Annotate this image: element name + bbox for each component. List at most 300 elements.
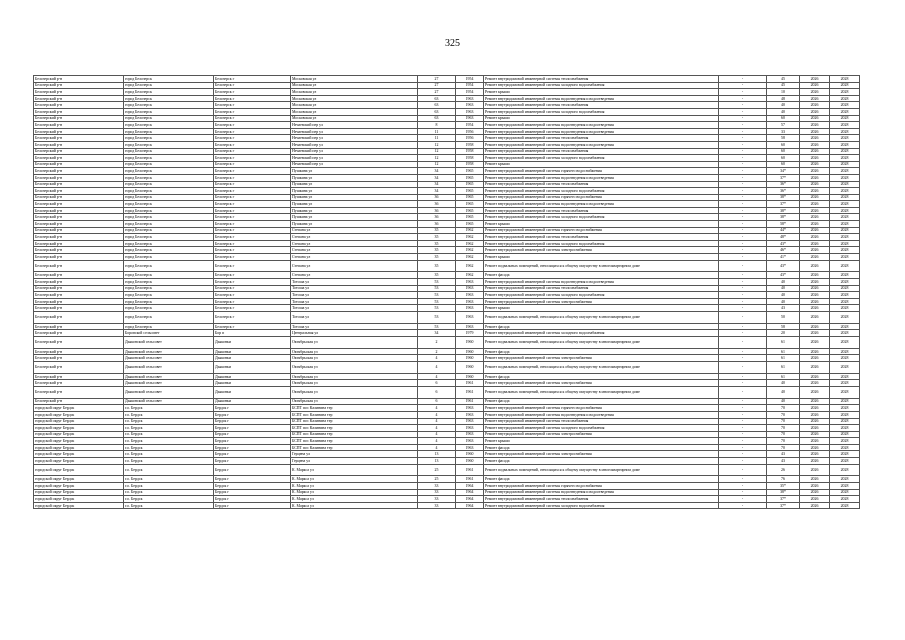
table-cell: Степана ул — [291, 254, 418, 261]
table-cell: - — [719, 361, 767, 373]
table-cell: 2026 — [800, 373, 830, 380]
table-cell: 34* — [767, 168, 800, 175]
table-cell: 2026 — [800, 418, 830, 425]
table-cell: 38* — [767, 489, 800, 496]
table-cell: 60 — [767, 155, 800, 162]
table-row — [34, 128, 860, 135]
table-cell: Ремонт внутридомовой инженерной системы теплоснабжения — [484, 285, 719, 292]
table-cell: 1963 — [456, 438, 484, 445]
table-row — [34, 115, 860, 122]
table-row — [34, 76, 860, 83]
table-cell: - — [719, 76, 767, 83]
table-cell: Дьяконский сельсовет — [124, 348, 214, 355]
table-cell: 12 — [418, 155, 456, 162]
table-cell: 1965 — [456, 201, 484, 208]
table-cell: 1963 — [456, 285, 484, 292]
table-cell: 1964 — [456, 502, 484, 509]
table-cell: 35 — [418, 234, 456, 241]
table-cell: Октябрьская ул — [291, 348, 418, 355]
table-cell: 40 — [767, 292, 800, 299]
table-cell: 43 — [767, 305, 800, 312]
table-cell: 2028 — [830, 168, 860, 175]
table-cell: Октябрьская ул — [291, 355, 418, 362]
table-cell: 40 — [767, 285, 800, 292]
table-cell: К. Маркса ул — [291, 496, 418, 503]
table-cell: 2028 — [830, 431, 860, 438]
table-cell: Бердск г — [214, 444, 291, 451]
table-cell: К. Маркса ул — [291, 489, 418, 496]
table-cell: 1964 — [456, 483, 484, 490]
table-cell: город Белозерск — [124, 227, 214, 234]
table-cell: Дьяконки — [214, 361, 291, 373]
table-cell: город Белозерск — [124, 240, 214, 247]
table-cell: Ремонт внутридомовой инженерной системы холодного водоснабжения — [484, 425, 719, 432]
table-cell: Бердск г — [214, 425, 291, 432]
table-cell: - — [719, 240, 767, 247]
table-cell: 2026 — [800, 444, 830, 451]
table-cell: 2028 — [830, 279, 860, 286]
table-cell: 2026 — [800, 260, 830, 272]
table-cell: 61 — [767, 355, 800, 362]
table-cell: 2026 — [800, 82, 830, 89]
table-cell: 61 — [767, 336, 800, 348]
table-cell: Ремонт фасада — [484, 323, 719, 330]
table-cell: 36 — [418, 207, 456, 214]
table-cell: Пушкина ул — [291, 181, 418, 188]
table-cell: 2026 — [800, 398, 830, 405]
table-cell: Белозерский р-н — [34, 174, 124, 181]
table-cell: 2028 — [830, 188, 860, 195]
table-cell: - — [719, 95, 767, 102]
table-cell: 2028 — [830, 247, 860, 254]
table-cell: 38* — [767, 207, 800, 214]
table-row — [34, 431, 860, 438]
table-cell: 1960 — [456, 348, 484, 355]
table-cell: 53 — [418, 292, 456, 299]
table-cell: Белозерский р-н — [34, 188, 124, 195]
table-cell: 1961 — [456, 398, 484, 405]
table-cell: Белозерский р-н — [34, 380, 124, 387]
table-cell: 2028 — [830, 476, 860, 483]
table-cell: 1965 — [456, 221, 484, 228]
table-cell: 2026 — [800, 411, 830, 418]
table-cell: город Белозерск — [124, 89, 214, 96]
table-cell: 1954 — [456, 82, 484, 89]
table-cell: 2026 — [800, 234, 830, 241]
table-row — [34, 451, 860, 458]
table-cell: Бердск г — [214, 438, 291, 445]
table-cell: 43* — [767, 272, 800, 279]
table-cell: - — [719, 418, 767, 425]
table-cell: - — [719, 398, 767, 405]
table-cell: Бердск г — [214, 458, 291, 465]
table-cell: г.о. Бердск — [124, 425, 214, 432]
table-cell: Белозерский р-н — [34, 330, 124, 337]
table-cell: 1962 — [456, 254, 484, 261]
table-cell: Бердск г — [214, 411, 291, 418]
table-cell: город Белозерск — [124, 128, 214, 135]
table-cell: 40 — [767, 298, 800, 305]
table-cell: город Белозерск — [124, 221, 214, 228]
table-cell: Ремонт крыши — [484, 89, 719, 96]
table-cell: город Белозерск — [124, 122, 214, 129]
table-cell: - — [719, 279, 767, 286]
table-row — [34, 348, 860, 355]
table-cell: Белозерск г — [214, 168, 291, 175]
table-cell: 58 — [767, 135, 800, 142]
table-row — [34, 361, 860, 373]
table-cell: Ремонт внутридомовой инженерной системы водоотведения и водоотведения — [484, 174, 719, 181]
table-cell: 1964 — [456, 496, 484, 503]
table-cell: 2028 — [830, 305, 860, 312]
table-cell: Ремонт внутридомовой инженерной системы водоотведения и водоотведения — [484, 122, 719, 129]
table-cell: 1963 — [456, 425, 484, 432]
table-cell: Бердск г — [214, 431, 291, 438]
table-cell: 53 — [418, 285, 456, 292]
table-cell: - — [719, 181, 767, 188]
table-cell: - — [719, 451, 767, 458]
table-cell: 2026 — [800, 227, 830, 234]
table-cell: Ремонт фасада — [484, 373, 719, 380]
table-cell: 2026 — [800, 348, 830, 355]
table-cell: 70 — [767, 425, 800, 432]
table-cell: Ремонт фасада — [484, 272, 719, 279]
table-cell: 1962 — [456, 240, 484, 247]
table-cell: Ремонт внутридомовой инженерной системы холодного водоснабжения — [484, 108, 719, 115]
table-cell: 26 — [767, 464, 800, 476]
table-cell: городской округ Бердск — [34, 444, 124, 451]
table-cell: Пушкина ул — [291, 188, 418, 195]
table-cell: 2028 — [830, 451, 860, 458]
table-cell: Нечаевский пер ул — [291, 135, 418, 142]
table-cell: 36* — [767, 181, 800, 188]
table-cell: 1960 — [456, 451, 484, 458]
table-cell: город Белозерск — [124, 298, 214, 305]
table-row — [34, 285, 860, 292]
table-cell: - — [719, 431, 767, 438]
table-row — [34, 386, 860, 398]
table-row — [34, 298, 860, 305]
table-row — [34, 411, 860, 418]
table-cell: Московская ул — [291, 115, 418, 122]
table-cell: 40 — [767, 386, 800, 398]
table-cell: Нечаевский пер ул — [291, 155, 418, 162]
table-cell: - — [719, 214, 767, 221]
table-cell: 2 — [418, 336, 456, 348]
table-cell: 2028 — [830, 398, 860, 405]
table-cell: 1960 — [456, 355, 484, 362]
table-cell: Белозерский р-н — [34, 102, 124, 109]
table-cell: Ремонт внутридомовой инженерной системы водоотведения и водоотведения — [484, 279, 719, 286]
table-cell: БСПТ пос Калинина тер — [291, 411, 418, 418]
table-cell: 33 — [418, 502, 456, 509]
page-number: 325 — [445, 38, 460, 49]
table-cell: 46* — [767, 247, 800, 254]
table-cell: Ремонт внутридомовой инженерной системы водоотведения и водоотведения — [484, 411, 719, 418]
table-cell: 2026 — [800, 458, 830, 465]
table-cell: 2026 — [800, 221, 830, 228]
table-cell: Бердск г — [214, 476, 291, 483]
table-cell: город Белозерск — [124, 188, 214, 195]
table-cell: 2028 — [830, 458, 860, 465]
table-cell: городской округ Бердск — [34, 458, 124, 465]
table-cell: 4 — [418, 444, 456, 451]
table-cell: город Белозерск — [124, 305, 214, 312]
table-cell: 2028 — [830, 292, 860, 299]
table-cell: 1963 — [456, 279, 484, 286]
table-cell: 6 — [418, 398, 456, 405]
table-cell: Пушкина ул — [291, 168, 418, 175]
table-cell: 2028 — [830, 483, 860, 490]
table-cell: 2026 — [800, 355, 830, 362]
table-cell: 34 — [418, 330, 456, 337]
table-cell: Белозерский р-н — [34, 386, 124, 398]
table-cell: 4 — [418, 405, 456, 412]
table-cell: 2026 — [800, 128, 830, 135]
table-cell: Нечаевский пер ул — [291, 141, 418, 148]
table-cell: г.о. Бердск — [124, 438, 214, 445]
table-row — [34, 336, 860, 348]
table-cell: 1963 — [456, 108, 484, 115]
table-row — [34, 240, 860, 247]
table-cell: 2028 — [830, 76, 860, 83]
table-cell: городской округ Бердск — [34, 405, 124, 412]
table-cell: Ремонт крыши — [484, 115, 719, 122]
table-cell: 2028 — [830, 115, 860, 122]
table-cell: Степана ул — [291, 247, 418, 254]
table-cell: Белозерский р-н — [34, 95, 124, 102]
table-cell: Белозерск г — [214, 188, 291, 195]
table-cell: Ремонт внутридомовой инженерной системы теплоснабжения — [484, 102, 719, 109]
table-cell: Ремонт крыши — [484, 254, 719, 261]
table-cell: Ремонт внутридомовой инженерной системы холодного водоснабжения — [484, 188, 719, 195]
table-cell: - — [719, 135, 767, 142]
table-cell: 1961 — [456, 386, 484, 398]
table-cell: 2026 — [800, 148, 830, 155]
table-row — [34, 380, 860, 387]
table-row — [34, 260, 860, 272]
table-cell: К. Маркса ул — [291, 464, 418, 476]
table-cell: 38* — [767, 194, 800, 201]
table-cell: 33 — [418, 496, 456, 503]
table-cell: 1963 — [456, 102, 484, 109]
table-cell: Белозерск г — [214, 115, 291, 122]
table-cell: - — [719, 82, 767, 89]
table-cell: город Белозерск — [124, 194, 214, 201]
table-cell: 53 — [418, 298, 456, 305]
table-cell: Белозерский р-н — [34, 272, 124, 279]
table-cell: 1963 — [456, 431, 484, 438]
table-cell: Белозерск г — [214, 292, 291, 299]
table-cell: Белозерский р-н — [34, 292, 124, 299]
table-row — [34, 311, 860, 323]
table-row — [34, 214, 860, 221]
table-cell: - — [719, 227, 767, 234]
table-cell: 2028 — [830, 161, 860, 168]
table-cell: 43 — [767, 458, 800, 465]
table-cell: городской округ Бердск — [34, 411, 124, 418]
table-cell: 2028 — [830, 373, 860, 380]
table-cell: 35 — [418, 247, 456, 254]
table-cell: 4 — [418, 361, 456, 373]
table-cell: Степана ул — [291, 234, 418, 241]
table-cell: 4 — [418, 438, 456, 445]
table-cell: 2028 — [830, 411, 860, 418]
table-cell: городской округ Бердск — [34, 425, 124, 432]
table-cell: 2026 — [800, 323, 830, 330]
table-cell: Дьяконский сельсовет — [124, 398, 214, 405]
table-cell: Ремонт внутридомовой инженерной системы горячего водоснабжения — [484, 227, 719, 234]
table-cell: 12 — [418, 161, 456, 168]
table-cell: - — [719, 247, 767, 254]
table-cell: Белозерск г — [214, 194, 291, 201]
table-row — [34, 201, 860, 208]
table-cell: 1965 — [456, 168, 484, 175]
table-cell: 2028 — [830, 380, 860, 387]
table-cell: Белозерск г — [214, 234, 291, 241]
table-cell: 40 — [767, 108, 800, 115]
table-cell: 2026 — [800, 476, 830, 483]
table-cell: 2026 — [800, 361, 830, 373]
table-row — [34, 148, 860, 155]
table-cell: город Белозерск — [124, 292, 214, 299]
table-cell: Дьяконки — [214, 373, 291, 380]
table-cell: 1963 — [456, 115, 484, 122]
table-cell: 2026 — [800, 305, 830, 312]
table-cell: - — [719, 108, 767, 115]
table-cell: 40 — [767, 279, 800, 286]
table-cell: Ремонт внутридомовой инженерной системы горячего водоснабжения — [484, 194, 719, 201]
table-cell: 1963 — [456, 305, 484, 312]
table-cell: Дьяконский сельсовет — [124, 373, 214, 380]
table-cell: Белозерск г — [214, 240, 291, 247]
table-cell: 2026 — [800, 207, 830, 214]
table-cell: 2028 — [830, 82, 860, 89]
table-cell: Ремонт внутридомовой инженерной системы электроснабжения — [484, 431, 719, 438]
table-cell: Дьяконский сельсовет — [124, 386, 214, 398]
table-cell: Белозерск г — [214, 227, 291, 234]
table-cell: 2026 — [800, 502, 830, 509]
table-cell: Белозерск г — [214, 323, 291, 330]
table-cell: 36* — [767, 188, 800, 195]
table-cell: Тотоша ул — [291, 323, 418, 330]
table-cell: Ремонт внутридомовой инженерной системы горячего водоснабжения — [484, 168, 719, 175]
table-cell: - — [719, 496, 767, 503]
table-cell: 1962 — [456, 234, 484, 241]
table-cell: 1963 — [456, 298, 484, 305]
table-cell: Белозерский р-н — [34, 122, 124, 129]
table-cell: Октябрьская ул — [291, 373, 418, 380]
table-cell: г.о. Бердск — [124, 431, 214, 438]
table-cell: Белозерск г — [214, 141, 291, 148]
table-cell: Белозерский р-н — [34, 240, 124, 247]
table-cell: 1958 — [456, 141, 484, 148]
table-cell: Ремонт фасада — [484, 458, 719, 465]
table-cell: 4 — [418, 425, 456, 432]
table-cell: Белозерский р-н — [34, 373, 124, 380]
table-cell: 48 — [767, 95, 800, 102]
table-cell: 2026 — [800, 161, 830, 168]
table-row — [34, 464, 860, 476]
table-cell: город Белозерск — [124, 141, 214, 148]
table-cell: Октябрьская ул — [291, 380, 418, 387]
table-cell: 25 — [418, 464, 456, 476]
table-cell: 1954 — [456, 89, 484, 96]
table-cell: Ремонт внутридомовой инженерной системы электроснабжения — [484, 298, 719, 305]
table-cell: 2026 — [800, 155, 830, 162]
table-cell: город Белозерск — [124, 95, 214, 102]
table-cell: Белозерский р-н — [34, 336, 124, 348]
table-cell: - — [719, 348, 767, 355]
table-cell: 2028 — [830, 155, 860, 162]
table-cell: 2026 — [800, 240, 830, 247]
table-cell: город Белозерск — [124, 76, 214, 83]
table-cell: 43* — [767, 260, 800, 272]
table-cell: Белозерск г — [214, 201, 291, 208]
table-cell: 20 — [767, 330, 800, 337]
table-cell: - — [719, 161, 767, 168]
table-cell: Степана ул — [291, 227, 418, 234]
table-row — [34, 108, 860, 115]
table-cell: Белозерск г — [214, 122, 291, 129]
table-cell: город Белозерск — [124, 161, 214, 168]
table-row — [34, 483, 860, 490]
table-cell: БСПТ пос Калинина тер — [291, 425, 418, 432]
table-cell: Ремонт внутридомовой инженерной системы холодного водоснабжения — [484, 82, 719, 89]
table-cell: - — [719, 148, 767, 155]
table-cell: городской округ Бердск — [34, 496, 124, 503]
table-cell: Белозерский р-н — [34, 221, 124, 228]
table-row — [34, 122, 860, 129]
table-cell: 63 — [418, 115, 456, 122]
table-cell: 2026 — [800, 496, 830, 503]
table-cell: 58 — [767, 323, 800, 330]
table-row — [34, 496, 860, 503]
table-cell: 11 — [418, 135, 456, 142]
table-cell: Ремонт фасада — [484, 398, 719, 405]
table-cell: 6 — [418, 380, 456, 387]
table-cell: 76 — [767, 476, 800, 483]
table-cell: Ремонт внутридомовой инженерной системы теплоснабжения — [484, 76, 719, 83]
table-cell: Белозерский р-н — [34, 141, 124, 148]
table-row — [34, 194, 860, 201]
table-cell: город Белозерск — [124, 272, 214, 279]
table-cell: - — [719, 155, 767, 162]
table-cell: - — [719, 386, 767, 398]
table-cell: 2028 — [830, 444, 860, 451]
table-cell: Ремонт подвальных помещений, относящихся к общему имуществу в многоквартирном доме — [484, 260, 719, 272]
table-cell: 2026 — [800, 292, 830, 299]
table-cell: 37* — [767, 201, 800, 208]
table-cell: 11 — [418, 128, 456, 135]
table-cell: Белозерск г — [214, 161, 291, 168]
table-cell: городской округ Бердск — [34, 489, 124, 496]
table-cell: Белозерский р-н — [34, 234, 124, 241]
table-cell: 2028 — [830, 234, 860, 241]
table-cell: Дьяконки — [214, 386, 291, 398]
table-cell: Белозерский р-н — [34, 155, 124, 162]
table-cell: Белозерский р-н — [34, 194, 124, 201]
table-cell: Октябрьская ул — [291, 336, 418, 348]
table-cell: 34 — [418, 168, 456, 175]
table-cell: Белозерск г — [214, 279, 291, 286]
table-cell: 2028 — [830, 489, 860, 496]
table-cell: г.о. Бердск — [124, 489, 214, 496]
table-cell: 1958 — [456, 161, 484, 168]
table-cell: Дьяконки — [214, 380, 291, 387]
table-cell: 1964 — [456, 489, 484, 496]
table-cell: 1965 — [456, 207, 484, 214]
